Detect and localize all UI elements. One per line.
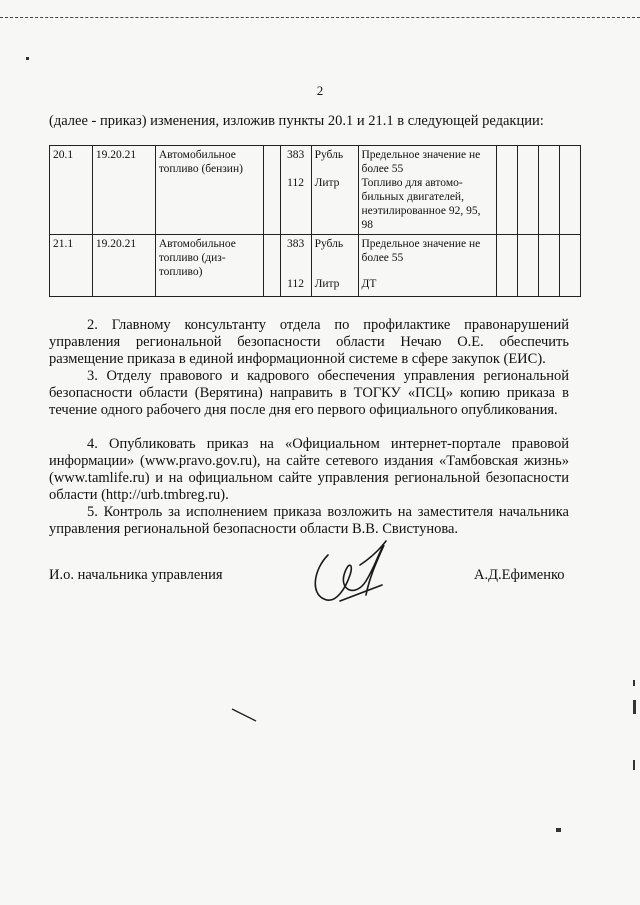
paragraph-5 (49, 504, 569, 538)
paragraph-4 (49, 436, 569, 504)
scan-artifact-mark (26, 57, 29, 60)
table-row (50, 146, 581, 235)
scan-artifact-mark (633, 700, 636, 714)
cell-empty (539, 235, 560, 297)
requirement-top: Предельное значение не более 55 (361, 238, 481, 264)
paragraph-text: 4. Опубликовать приказ на «Официальном интернет-портале правовой информации» (www.pravo.gov.ru), на сайте сетевого издания «Тамбовская жизнь» (www.tamlife.ru) и на официальном сайте управления региональной безопасности области (http://urb.tmbreg.ru). (49, 436, 569, 503)
intro-text: (далее - приказ) изменения, изложив пункты 20.1 и 21.1 в следующей редакции: (49, 113, 544, 129)
unit-code-top: 383 (286, 238, 305, 250)
cell-empty (497, 146, 518, 235)
cell-empty (497, 235, 518, 297)
cell-empty (560, 235, 581, 297)
cell-unit-code (280, 146, 311, 235)
cell-empty (560, 146, 581, 235)
changes-table (49, 145, 581, 297)
paragraph-text: 3. Отделу правового и кадрового обеспечения управления региональной безопасности области (Верятина) направить в ТОГКУ «ПСЦ» копию приказа в течение одного рабочего дня после дня его первого официального опубликования. (49, 368, 569, 418)
unit-bottom: Литр (314, 177, 340, 189)
paragraph-text: 2. Главному консультанту отдела по профилактике правонарушений управления региональной безопасности области Нечаю О.Е. обеспечить размещение приказа в единой информационной системе в сфере закупок (ЕИС). (49, 317, 569, 367)
cell-empty (518, 146, 539, 235)
cell-okpd: 19.20.21 (92, 235, 155, 297)
cell-name: Автомобильное топливо (бензин) (155, 146, 263, 235)
table-row (50, 235, 581, 297)
scan-artifact-line (0, 17, 640, 18)
requirement-bottom: Топливо для автомо-бильных двигателей, неэтилированное 92, 95, 98 (361, 177, 481, 231)
unit-bottom: Литр (314, 278, 340, 290)
cell-name: Автомобильное топливо (диз-топливо) (155, 235, 263, 297)
cell-code: 20.1 (50, 146, 93, 235)
cell-unit (311, 235, 358, 297)
cell-empty (263, 235, 280, 297)
requirement-bottom: ДТ (361, 278, 377, 290)
unit-code-bottom: 112 (287, 177, 304, 189)
scan-artifact-mark (556, 828, 561, 832)
cell-unit (311, 146, 358, 235)
cell-empty (518, 235, 539, 297)
unit-top: Рубль (314, 149, 344, 161)
handwritten-signature (300, 535, 410, 615)
page-number: 2 (316, 83, 324, 98)
unit-code-top: 383 (286, 149, 305, 161)
scan-artifact-mark (633, 760, 635, 770)
paragraph-text: 5. Контроль за исполнением приказа возложить на заместителя начальника управления региональной безопасности области В.В. Свистунова. (49, 504, 569, 537)
paragraph-3 (49, 368, 569, 419)
cell-requirements (358, 235, 497, 297)
paragraph-2 (49, 317, 569, 368)
signatory-name: А.Д.Ефименко (474, 567, 565, 583)
cell-empty (539, 146, 560, 235)
stray-pen-mark (230, 705, 260, 725)
unit-top: Рубль (314, 238, 344, 250)
cell-unit-code (280, 235, 311, 297)
scan-artifact-mark (633, 680, 635, 686)
signatory-title: И.о. начальника управления (49, 567, 223, 583)
requirement-top: Предельное значение не более 55 (361, 149, 481, 175)
unit-code-bottom: 112 (287, 278, 304, 290)
cell-okpd: 19.20.21 (92, 146, 155, 235)
cell-code: 21.1 (50, 235, 93, 297)
cell-empty (263, 146, 280, 235)
cell-requirements (358, 146, 497, 235)
